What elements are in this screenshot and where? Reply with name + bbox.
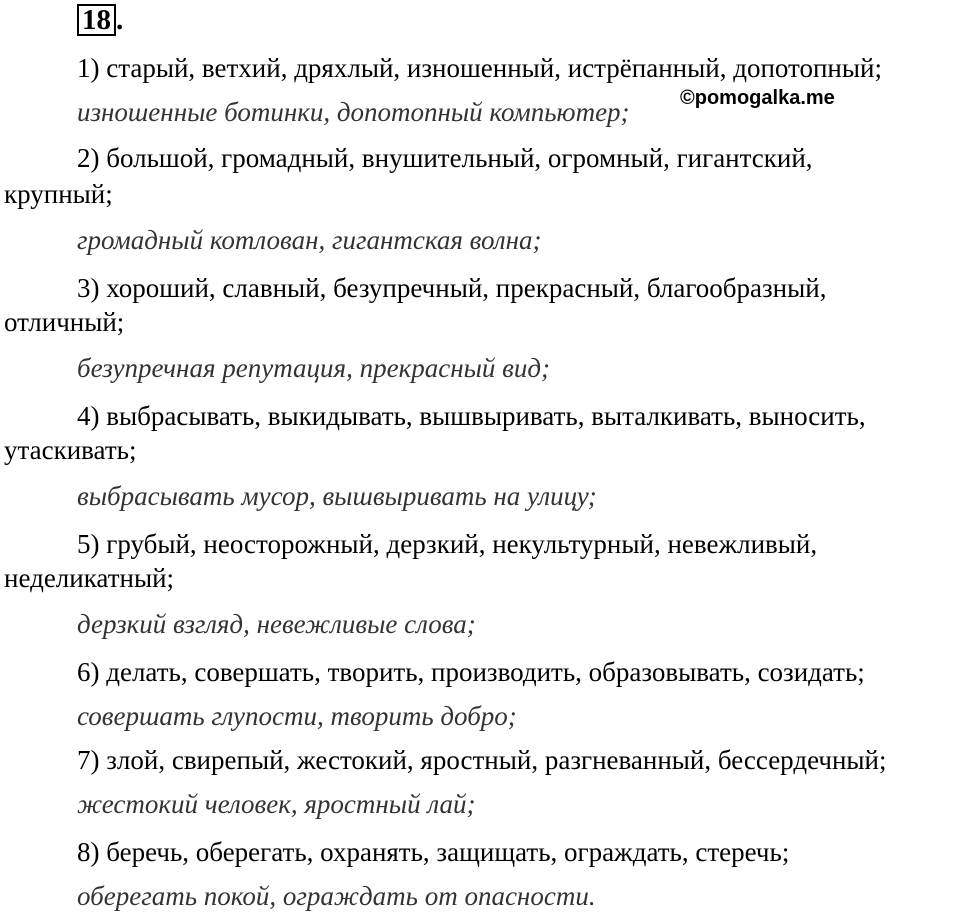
task-number-box: 18 <box>77 4 116 36</box>
watermark: ©pomogalka.me <box>680 87 835 109</box>
entry-2-example: громадный котлован, гигантская волна; <box>77 225 542 255</box>
entry-1-synonyms: 1) старый, ветхий, дряхлый, изношенный, истрёпанный, допотопный; <box>77 53 882 83</box>
entry-4-synonyms: 4) выбрасывать, выкидывать, вышвыривать, выталкивать, выносить, <box>77 401 866 431</box>
entry-3-example: безупречная репутация, прекрасный вид; <box>77 353 550 383</box>
entry-5-synonyms-continued: неделикатный; <box>4 563 175 593</box>
entry-2-synonyms: 2) большой, громадный, внушительный, огромный, гигантский, <box>77 143 813 173</box>
entry-5-synonyms: 5) грубый, неосторожный, дерзкий, некультурный, невежливый, <box>77 529 818 559</box>
task-number <box>77 4 123 36</box>
entry-4-synonyms-continued: утаскивать; <box>4 435 137 465</box>
entry-1-example: изношенные ботинки, допотопный компьютер; <box>77 97 630 127</box>
entry-6-example: совершать глупости, творить добро; <box>77 701 517 731</box>
task-number-punct: . <box>116 4 124 36</box>
entry-7-synonyms: 7) злой, свирепый, жестокий, яростный, разгневанный, бессердечный; <box>77 745 887 775</box>
entry-8-synonyms: 8) беречь, оберегать, охранять, защищать, ограждать, стеречь; <box>77 837 790 867</box>
entry-6-synonyms: 6) делать, совершать, творить, производить, образовывать, созидать; <box>77 657 865 687</box>
entry-3-synonyms-continued: отличный; <box>4 307 125 337</box>
entry-3-synonyms: 3) хороший, славный, безупречный, прекрасный, благообразный, <box>77 273 827 303</box>
entry-4-example: выбрасывать мусор, вышвыривать на улицу; <box>77 481 597 511</box>
entry-5-example: дерзкий взгляд, невежливые слова; <box>77 609 476 639</box>
entry-7-example: жестокий человек, яростный лай; <box>77 789 476 819</box>
entry-2-synonyms-continued: крупный; <box>4 179 113 209</box>
entry-8-example: оберегать покой, ограждать от опасности. <box>77 881 596 911</box>
